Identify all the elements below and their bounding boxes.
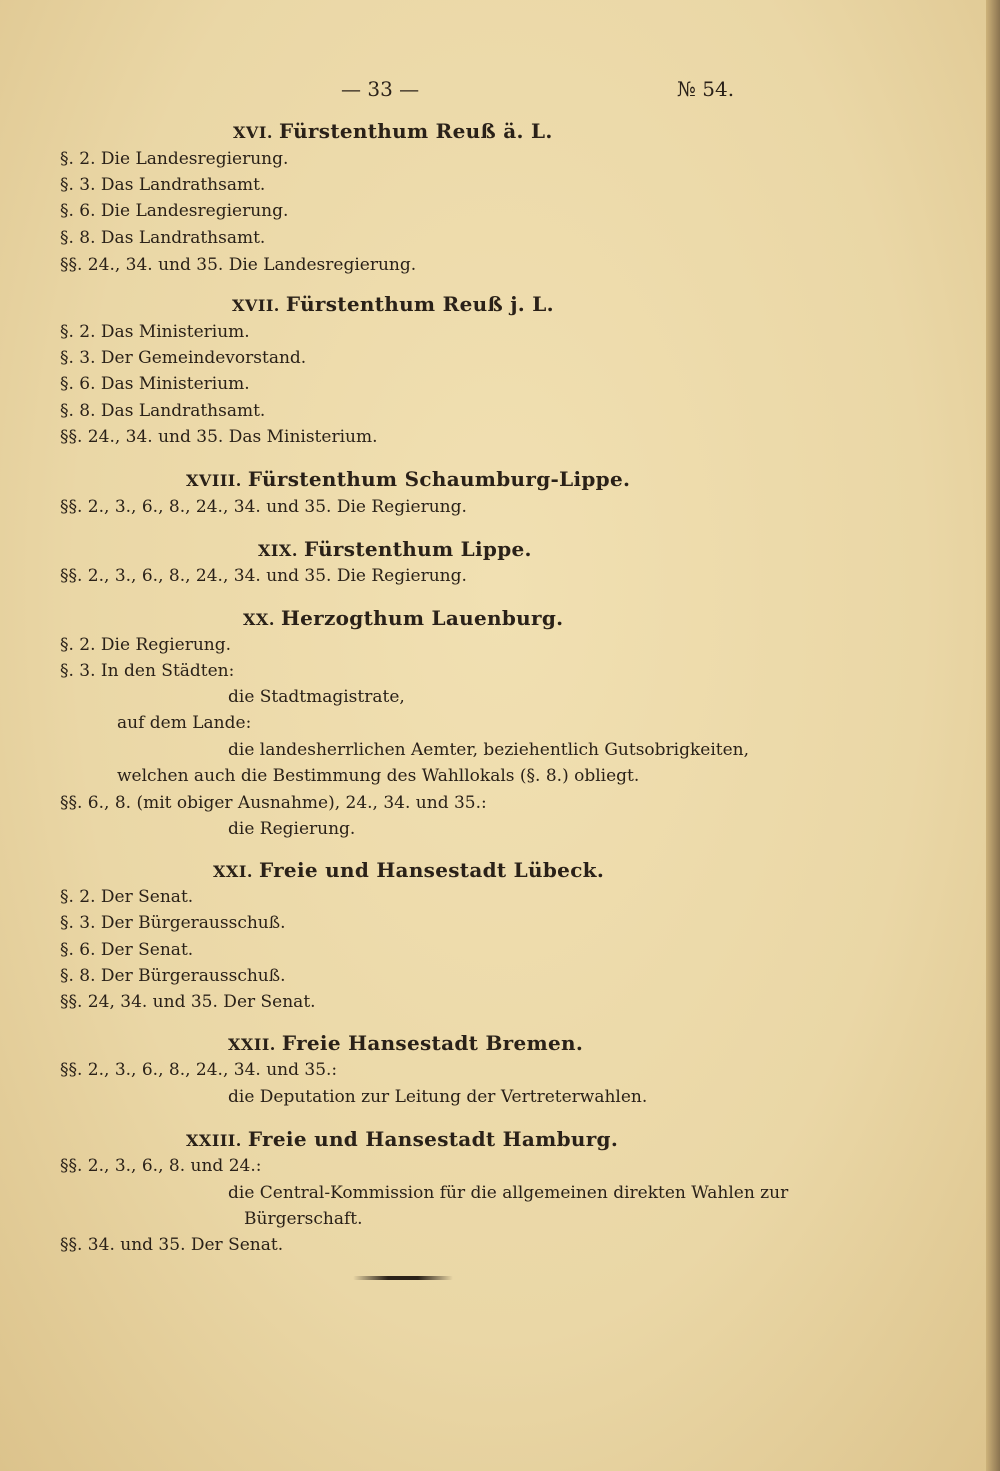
section-title: Fürstenthum Lippe. bbox=[303, 537, 532, 561]
section-title: Herzogthum Lauenburg. bbox=[280, 606, 564, 630]
entry-line: die Stadtmagistrate, bbox=[228, 687, 405, 707]
entry-line: §§. 2., 3., 6., 8., 24., 34. und 35.: bbox=[60, 1060, 338, 1080]
section-numeral: XVII. bbox=[232, 296, 280, 315]
entry-line: §. 2. Der Senat. bbox=[60, 887, 194, 907]
end-rule bbox=[353, 1276, 453, 1280]
entry-line: §. 3. Der Gemeindevorstand. bbox=[60, 348, 307, 368]
entry-line: §. 2. Die Landesregierung. bbox=[60, 149, 289, 169]
entry-line: §. 2. Die Regierung. bbox=[60, 635, 232, 655]
page-edge bbox=[986, 0, 1000, 1471]
entry-line: §. 3. Das Landrathsamt. bbox=[60, 175, 266, 195]
entry-line: §. 8. Der Bürgerausschuß. bbox=[60, 966, 286, 986]
section-heading bbox=[213, 858, 604, 884]
section-numeral: XIX. bbox=[258, 541, 298, 560]
entry-line: die landesherrlichen Aemter, beziehentlich Gutsobrigkeiten, bbox=[228, 740, 750, 760]
section-heading bbox=[233, 119, 553, 145]
section-title: Fürstenthum Schaumburg-Lippe. bbox=[247, 467, 631, 491]
section-heading bbox=[232, 292, 554, 318]
entry-line: auf dem Lande: bbox=[117, 713, 252, 733]
entry-line: §. 8. Das Landrathsamt. bbox=[60, 228, 266, 248]
entry-line: §§. 2., 3., 6., 8., 24., 34. und 35. Die Regierung. bbox=[60, 566, 467, 586]
section-heading bbox=[186, 1127, 618, 1153]
entry-line: die Regierung. bbox=[228, 819, 356, 839]
entry-line: §. 3. Der Bürgerausschuß. bbox=[60, 913, 286, 933]
entry-line: die Central-Kommission für die allgemeinen direkten Wahlen zur bbox=[228, 1183, 789, 1203]
entry-line: §§. 24, 34. und 35. Der Senat. bbox=[60, 992, 316, 1012]
section-numeral: XXII. bbox=[228, 1035, 276, 1054]
section-heading bbox=[258, 537, 532, 563]
entry-line: §. 3. In den Städten: bbox=[60, 661, 235, 681]
section-title: Freie Hansestadt Bremen. bbox=[281, 1031, 584, 1055]
section-numeral: XVI. bbox=[233, 123, 273, 142]
section-numeral: XVIII. bbox=[186, 471, 242, 490]
section-heading bbox=[186, 467, 630, 493]
section-title: Fürstenthum Reuß ä. L. bbox=[278, 119, 553, 143]
section-heading bbox=[243, 606, 563, 632]
section-heading bbox=[228, 1031, 583, 1057]
section-title: Freie und Hansestadt Hamburg. bbox=[247, 1127, 619, 1151]
entry-line: §. 6. Der Senat. bbox=[60, 940, 194, 960]
issue-number: № 54. bbox=[677, 77, 735, 101]
section-numeral: XXIII. bbox=[186, 1131, 242, 1150]
entry-line: §§. 2., 3., 6., 8. und 24.: bbox=[60, 1156, 262, 1176]
section-numeral: XX. bbox=[243, 610, 275, 629]
section-numeral: XXI. bbox=[213, 862, 253, 881]
entry-line: welchen auch die Bestimmung des Wahllokals (§. 8.) obliegt. bbox=[117, 766, 640, 786]
entry-line: die Deputation zur Leitung der Vertreterwahlen. bbox=[228, 1087, 648, 1107]
page-number: — 33 — bbox=[341, 77, 420, 101]
entry-line: §. 6. Das Ministerium. bbox=[60, 374, 250, 394]
entry-line: §§. 24., 34. und 35. Die Landesregierung. bbox=[60, 255, 417, 275]
entry-line: Bürgerschaft. bbox=[244, 1209, 363, 1229]
section-title: Fürstenthum Reuß j. L. bbox=[285, 292, 554, 316]
entry-line: §. 8. Das Landrathsamt. bbox=[60, 401, 266, 421]
entry-line: §. 6. Die Landesregierung. bbox=[60, 201, 289, 221]
entry-line: §§. 24., 34. und 35. Das Ministerium. bbox=[60, 427, 378, 447]
section-title: Freie und Hansestadt Lübeck. bbox=[258, 858, 605, 882]
entry-line: §§. 34. und 35. Der Senat. bbox=[60, 1235, 284, 1255]
entry-line: §§. 6., 8. (mit obiger Ausnahme), 24., 34. und 35.: bbox=[60, 793, 487, 813]
entry-line: §. 2. Das Ministerium. bbox=[60, 322, 250, 342]
entry-line: §§. 2., 3., 6., 8., 24., 34. und 35. Die Regierung. bbox=[60, 497, 467, 517]
